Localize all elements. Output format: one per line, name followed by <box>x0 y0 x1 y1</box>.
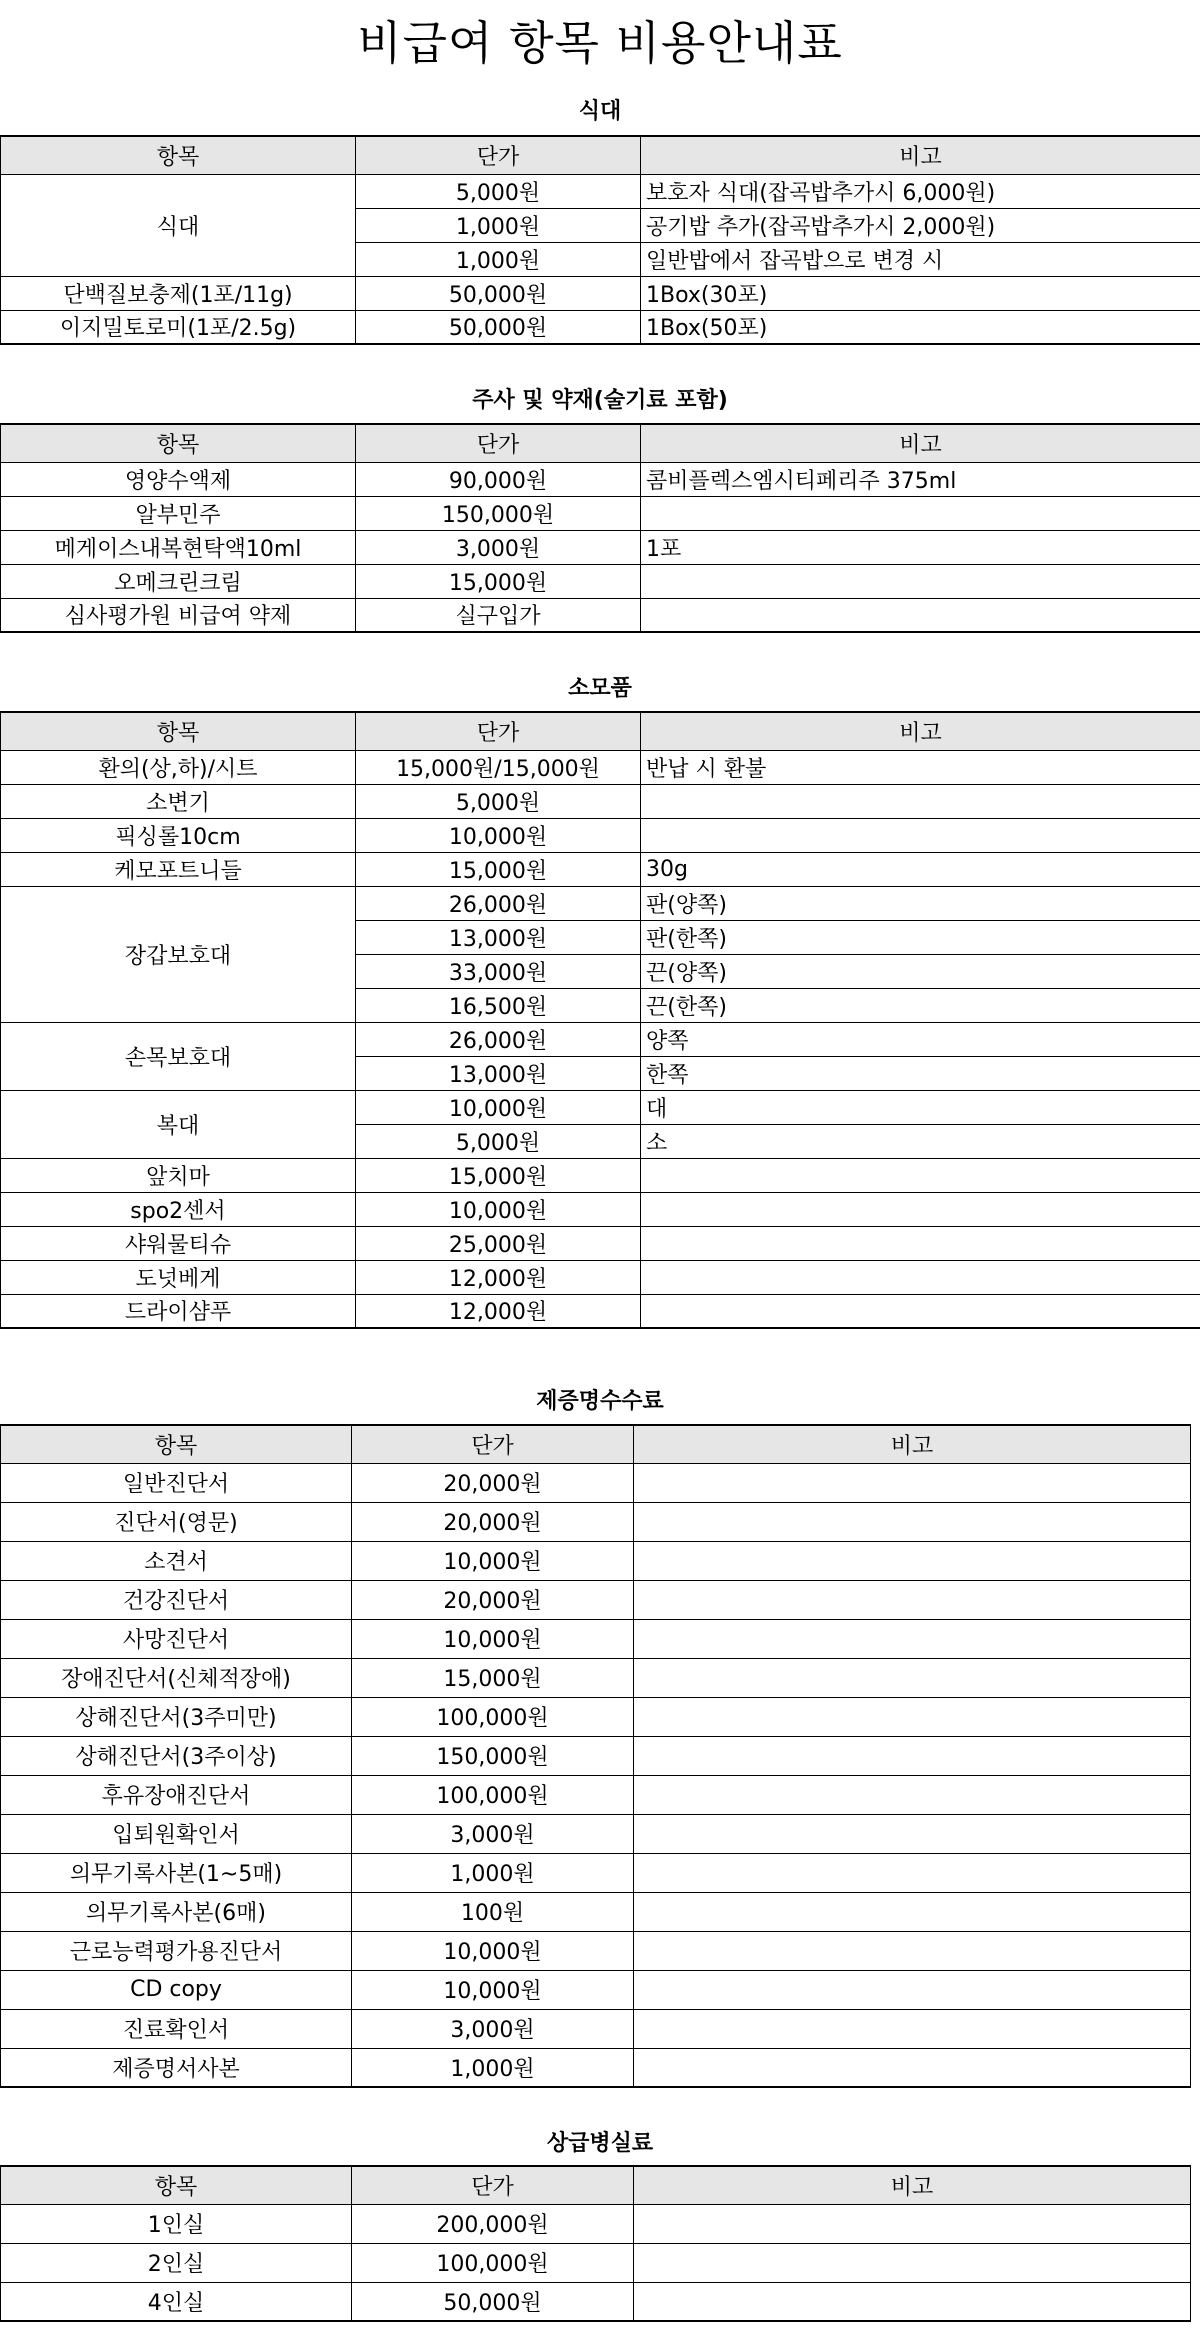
header-price: 단가 <box>356 136 641 174</box>
table-row <box>1 784 1200 818</box>
table-row <box>1 276 1200 310</box>
rooms-table <box>0 2165 1191 2322</box>
price-cell: 100,000원 <box>352 2243 634 2282</box>
table-row <box>1 2048 1191 2087</box>
note-cell <box>634 1736 1191 1775</box>
table-row <box>1 750 1200 784</box>
price-cell: 20,000원 <box>352 1502 634 1541</box>
note-cell <box>634 1619 1191 1658</box>
price-cell: 100,000원 <box>352 1697 634 1736</box>
table-row <box>1 174 1200 208</box>
table-row <box>1 852 1200 886</box>
note-cell <box>641 564 1200 598</box>
item-cell: 복대 <box>1 1090 356 1158</box>
item-cell: 1인실 <box>1 2204 352 2243</box>
note-cell: 소 <box>641 1124 1200 1158</box>
header-item: 항목 <box>1 136 356 174</box>
item-cell: 의무기록사본(6매) <box>1 1892 352 1931</box>
item-cell: 제증명서사본 <box>1 2048 352 2087</box>
note-cell: 30g <box>641 852 1200 886</box>
note-cell <box>634 2009 1191 2048</box>
item-cell: 진단서(영문) <box>1 1502 352 1541</box>
note-cell: 판(양쪽) <box>641 886 1200 920</box>
price-cell: 1,000원 <box>356 208 641 242</box>
price-cell: 3,000원 <box>352 1814 634 1853</box>
price-cell: 26,000원 <box>356 1022 641 1056</box>
price-cell: 1,000원 <box>356 242 641 276</box>
note-cell <box>634 2282 1191 2321</box>
item-cell: 소변기 <box>1 784 356 818</box>
note-cell <box>634 1463 1191 1502</box>
item-cell: 이지밀토로미(1포/2.5g) <box>1 310 356 344</box>
price-cell: 20,000원 <box>352 1463 634 1502</box>
price-cell: 15,000원 <box>352 1658 634 1697</box>
header-price: 단가 <box>352 2166 634 2204</box>
item-cell: 드라이샴푸 <box>1 1294 356 1328</box>
table-row <box>1 564 1200 598</box>
price-cell: 1,000원 <box>352 2048 634 2087</box>
price-cell: 20,000원 <box>352 1580 634 1619</box>
certificates-table <box>0 1424 1191 2088</box>
table-row <box>1 1158 1200 1192</box>
section-title-supplies: 소모품 <box>568 676 632 701</box>
note-cell <box>641 1260 1200 1294</box>
item-cell: 케모포트니들 <box>1 852 356 886</box>
item-cell: 4인실 <box>1 2282 352 2321</box>
table-row <box>1 1090 1200 1124</box>
price-cell: 10,000원 <box>352 1619 634 1658</box>
note-cell <box>634 2243 1191 2282</box>
table-row <box>1 462 1200 496</box>
note-cell: 대 <box>641 1090 1200 1124</box>
price-cell: 100,000원 <box>352 1775 634 1814</box>
note-cell: 공기밥 추가(잡곡밥추가시 2,000원) <box>641 208 1200 242</box>
table-row <box>1 1541 1191 1580</box>
item-cell: 의무기록사본(1~5매) <box>1 1853 352 1892</box>
price-cell: 15,000원 <box>356 1158 641 1192</box>
price-cell: 실구입가 <box>356 598 641 632</box>
price-cell: 150,000원 <box>356 496 641 530</box>
item-cell: 알부민주 <box>1 496 356 530</box>
note-cell <box>641 1158 1200 1192</box>
price-cell: 16,500원 <box>356 988 641 1022</box>
note-cell <box>641 496 1200 530</box>
header-note: 비고 <box>634 1425 1191 1463</box>
price-cell: 10,000원 <box>352 1931 634 1970</box>
note-cell <box>634 1970 1191 2009</box>
note-cell <box>634 1580 1191 1619</box>
table-header-row <box>1 424 1200 462</box>
note-cell <box>634 1853 1191 1892</box>
item-cell: 손목보호대 <box>1 1022 356 1090</box>
item-cell: 상해진단서(3주미만) <box>1 1697 352 1736</box>
meals-table <box>0 135 1200 345</box>
supplies-table <box>0 711 1200 1329</box>
price-cell: 33,000원 <box>356 954 641 988</box>
note-cell: 한쪽 <box>641 1056 1200 1090</box>
item-cell: 근로능력평가용진단서 <box>1 1931 352 1970</box>
table-row <box>1 818 1200 852</box>
table-row <box>1 1502 1191 1541</box>
price-cell: 3,000원 <box>356 530 641 564</box>
table-row <box>1 1892 1191 1931</box>
note-cell: 1Box(30포) <box>641 276 1200 310</box>
table-row <box>1 1931 1191 1970</box>
price-cell: 25,000원 <box>356 1226 641 1260</box>
header-item: 항목 <box>1 712 356 750</box>
note-cell: 1포 <box>641 530 1200 564</box>
table-row <box>1 496 1200 530</box>
header-price: 단가 <box>356 712 641 750</box>
item-cell: 2인실 <box>1 2243 352 2282</box>
item-cell: 사망진단서 <box>1 1619 352 1658</box>
table-row <box>1 1580 1191 1619</box>
table-row <box>1 1022 1200 1056</box>
price-cell: 1,000원 <box>352 1853 634 1892</box>
header-item: 항목 <box>1 424 356 462</box>
table-row <box>1 1736 1191 1775</box>
table-row <box>1 1192 1200 1226</box>
note-cell <box>634 1931 1191 1970</box>
item-cell: 도넛베게 <box>1 1260 356 1294</box>
table-row <box>1 886 1200 920</box>
item-cell: 진료확인서 <box>1 2009 352 2048</box>
header-price: 단가 <box>356 424 641 462</box>
page-title: 비급여 항목 비용안내표 <box>357 16 843 70</box>
table-header-row <box>1 136 1200 174</box>
injections-table <box>0 423 1200 633</box>
item-cell: 장갑보호대 <box>1 886 356 1022</box>
item-cell: 건강진단서 <box>1 1580 352 1619</box>
header-note: 비고 <box>641 712 1200 750</box>
item-cell: spo2센서 <box>1 1192 356 1226</box>
price-cell: 13,000원 <box>356 920 641 954</box>
note-cell: 반납 시 환불 <box>641 750 1200 784</box>
note-cell <box>634 1775 1191 1814</box>
price-cell: 150,000원 <box>352 1736 634 1775</box>
table-row <box>1 2243 1191 2282</box>
item-cell: 소견서 <box>1 1541 352 1580</box>
price-cell: 90,000원 <box>356 462 641 496</box>
item-cell: 픽싱롤10cm <box>1 818 356 852</box>
table-row <box>1 530 1200 564</box>
note-cell <box>634 2204 1191 2243</box>
item-cell: 후유장애진단서 <box>1 1775 352 1814</box>
table-row <box>1 1463 1191 1502</box>
price-cell: 5,000원 <box>356 174 641 208</box>
note-cell: 일반밥에서 잡곡밥으로 변경 시 <box>641 242 1200 276</box>
header-item: 항목 <box>1 2166 352 2204</box>
section-title-injections: 주사 및 약재(술기료 포함) <box>472 388 728 413</box>
note-cell: 콤비플렉스엠시티페리주 375ml <box>641 462 1200 496</box>
section-title-rooms: 상급병실료 <box>546 2131 654 2156</box>
item-cell: 환의(상,하)/시트 <box>1 750 356 784</box>
table-header-row <box>1 2166 1191 2204</box>
note-cell <box>634 1502 1191 1541</box>
section-title-meals: 식대 <box>578 99 622 124</box>
section-title-certificates: 제증명수수료 <box>536 1389 664 1414</box>
price-cell: 10,000원 <box>352 1541 634 1580</box>
item-cell: 심사평가원 비급여 약제 <box>1 598 356 632</box>
table-row <box>1 1619 1191 1658</box>
item-cell: 입퇴원확인서 <box>1 1814 352 1853</box>
table-row <box>1 2009 1191 2048</box>
note-cell <box>641 598 1200 632</box>
price-cell: 15,000원 <box>356 852 641 886</box>
table-row <box>1 1226 1200 1260</box>
note-cell <box>634 1814 1191 1853</box>
note-cell <box>641 1192 1200 1226</box>
item-cell: 샤워물티슈 <box>1 1226 356 1260</box>
note-cell <box>634 1541 1191 1580</box>
price-cell: 50,000원 <box>352 2282 634 2321</box>
item-cell: 메게이스내복현탁액10ml <box>1 530 356 564</box>
price-cell: 10,000원 <box>356 1192 641 1226</box>
price-cell: 50,000원 <box>356 310 641 344</box>
table-header-row <box>1 712 1200 750</box>
header-note: 비고 <box>634 2166 1191 2204</box>
table-row <box>1 1853 1191 1892</box>
item-cell: 오메크린크림 <box>1 564 356 598</box>
note-cell: 1Box(50포) <box>641 310 1200 344</box>
item-cell: 장애진단서(신체적장애) <box>1 1658 352 1697</box>
note-cell <box>634 1658 1191 1697</box>
price-cell: 26,000원 <box>356 886 641 920</box>
price-cell: 12,000원 <box>356 1294 641 1328</box>
item-cell: 식대 <box>1 174 356 276</box>
note-cell <box>641 818 1200 852</box>
price-cell: 50,000원 <box>356 276 641 310</box>
table-row <box>1 2282 1191 2321</box>
price-cell: 15,000원 <box>356 564 641 598</box>
table-header-row <box>1 1425 1191 1463</box>
price-cell: 12,000원 <box>356 1260 641 1294</box>
item-cell: 일반진단서 <box>1 1463 352 1502</box>
table-row <box>1 1260 1200 1294</box>
table-row <box>1 310 1200 344</box>
item-cell: 상해진단서(3주이상) <box>1 1736 352 1775</box>
table-row <box>1 1970 1191 2009</box>
note-cell <box>634 2048 1191 2087</box>
price-cell: 15,000원/15,000원 <box>356 750 641 784</box>
table-row <box>1 2204 1191 2243</box>
item-cell: 단백질보충제(1포/11g) <box>1 276 356 310</box>
note-cell: 보호자 식대(잡곡밥추가시 6,000원) <box>641 174 1200 208</box>
price-cell: 10,000원 <box>356 1090 641 1124</box>
table-row <box>1 1775 1191 1814</box>
note-cell <box>634 1697 1191 1736</box>
note-cell: 양쪽 <box>641 1022 1200 1056</box>
header-price: 단가 <box>352 1425 634 1463</box>
table-row <box>1 1697 1191 1736</box>
price-cell: 100원 <box>352 1892 634 1931</box>
note-cell: 판(한쪽) <box>641 920 1200 954</box>
note-cell: 끈(한쪽) <box>641 988 1200 1022</box>
note-cell <box>641 784 1200 818</box>
header-note: 비고 <box>641 424 1200 462</box>
price-cell: 5,000원 <box>356 1124 641 1158</box>
table-row <box>1 1658 1191 1697</box>
table-row <box>1 1814 1191 1853</box>
note-cell <box>641 1226 1200 1260</box>
header-item: 항목 <box>1 1425 352 1463</box>
table-row <box>1 598 1200 632</box>
price-cell: 3,000원 <box>352 2009 634 2048</box>
price-cell: 10,000원 <box>356 818 641 852</box>
table-row <box>1 1294 1200 1328</box>
price-cell: 5,000원 <box>356 784 641 818</box>
note-cell <box>634 1892 1191 1931</box>
note-cell <box>641 1294 1200 1328</box>
price-cell: 200,000원 <box>352 2204 634 2243</box>
item-cell: 영양수액제 <box>1 462 356 496</box>
price-cell: 10,000원 <box>352 1970 634 2009</box>
price-cell: 13,000원 <box>356 1056 641 1090</box>
item-cell: 앞치마 <box>1 1158 356 1192</box>
header-note: 비고 <box>641 136 1200 174</box>
note-cell: 끈(양쪽) <box>641 954 1200 988</box>
item-cell: CD copy <box>1 1970 352 2009</box>
